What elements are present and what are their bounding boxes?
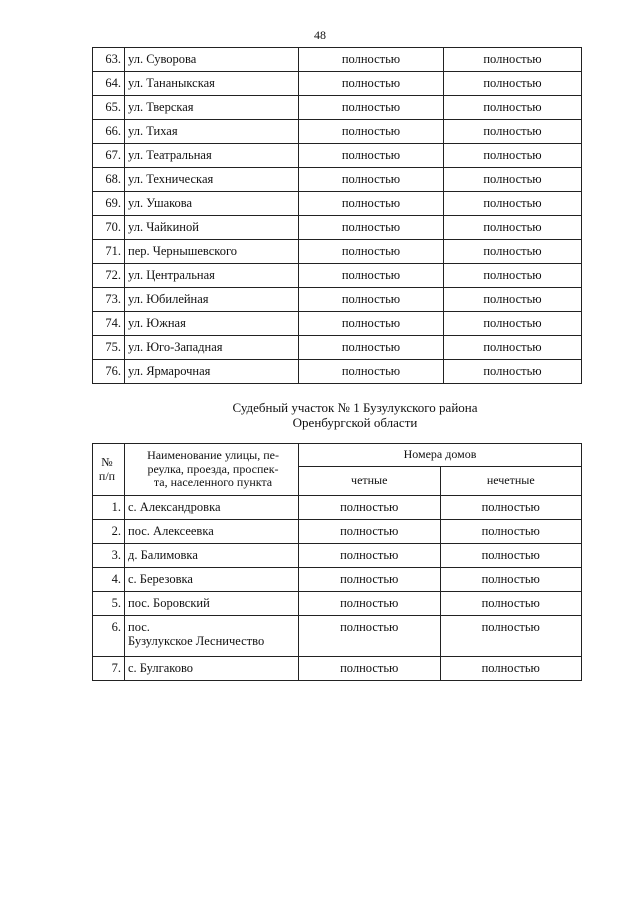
row-number: 68.: [93, 168, 125, 192]
section-title-line-1: Судебный участок № 1 Бузулукского района: [232, 400, 478, 415]
even-houses: полностью: [299, 336, 444, 360]
table-row: [93, 657, 582, 681]
even-houses: полностью: [299, 96, 444, 120]
table-row: [93, 264, 582, 288]
table-row: [93, 616, 582, 657]
odd-houses: полностью: [444, 240, 582, 264]
even-houses: полностью: [299, 144, 444, 168]
street-name: ул. Тихая: [125, 120, 299, 144]
even-houses: полностью: [299, 288, 444, 312]
table-row: [93, 568, 582, 592]
settlement-name: с. Березовка: [125, 568, 299, 592]
even-houses: полностью: [299, 520, 441, 544]
even-houses: полностью: [299, 568, 441, 592]
settlement-name-line-2: Бузулукское Лесничество: [128, 634, 265, 648]
row-number: 75.: [93, 336, 125, 360]
odd-houses: полностью: [444, 312, 582, 336]
street-name: ул. Центральная: [125, 264, 299, 288]
odd-houses: полностью: [440, 592, 582, 616]
row-number: 66.: [93, 120, 125, 144]
table-row: [93, 240, 582, 264]
street-name: ул. Тверская: [125, 96, 299, 120]
even-houses: полностью: [299, 168, 444, 192]
table-row: [93, 216, 582, 240]
row-number: 7.: [93, 657, 125, 681]
odd-houses: полностью: [444, 264, 582, 288]
table-row: [93, 144, 582, 168]
header-name-line-2: реулка, проезда, проспек-: [147, 461, 279, 476]
table-row: [93, 288, 582, 312]
settlement-name: пос. Алексеевка: [125, 520, 299, 544]
row-number: 6.: [93, 616, 125, 657]
row-number: 2.: [93, 520, 125, 544]
odd-houses: полностью: [444, 72, 582, 96]
odd-houses: полностью: [444, 144, 582, 168]
even-houses: полностью: [299, 616, 441, 657]
settlement-name-line-1: пос.: [128, 620, 150, 634]
settlements-table: [92, 443, 582, 681]
settlement-name: пос. Боровский: [125, 592, 299, 616]
odd-houses: полностью: [444, 168, 582, 192]
row-number: 74.: [93, 312, 125, 336]
odd-houses: полностью: [440, 496, 582, 520]
table-row: [93, 592, 582, 616]
even-houses: полностью: [299, 544, 441, 568]
even-houses: полностью: [299, 264, 444, 288]
odd-houses: полностью: [444, 48, 582, 72]
streets-table-continued: [92, 47, 582, 384]
settlement-name: с. Булгаково: [125, 657, 299, 681]
section-title-line-2: Оренбургской области: [292, 415, 418, 430]
odd-houses: полностью: [440, 616, 582, 657]
street-name: ул. Чайкиной: [125, 216, 299, 240]
odd-houses: полностью: [444, 336, 582, 360]
row-number: 5.: [93, 592, 125, 616]
street-name: пер. Чернышевского: [125, 240, 299, 264]
table-row: [93, 544, 582, 568]
even-houses: полностью: [299, 496, 441, 520]
odd-houses: полностью: [440, 568, 582, 592]
row-number: 76.: [93, 360, 125, 384]
table-row: [93, 168, 582, 192]
even-houses: полностью: [299, 48, 444, 72]
street-name: ул. Театральная: [125, 144, 299, 168]
even-houses: полностью: [299, 72, 444, 96]
street-name: ул. Юбилейная: [125, 288, 299, 312]
table-row: [93, 192, 582, 216]
table-row: [93, 120, 582, 144]
page-number: 48: [314, 28, 326, 42]
table-row: [93, 48, 582, 72]
row-number: 69.: [93, 192, 125, 216]
table-row: [93, 360, 582, 384]
even-houses: полностью: [299, 120, 444, 144]
street-name: ул. Ушакова: [125, 192, 299, 216]
table-header-row: [93, 444, 582, 467]
header-name: [125, 444, 299, 496]
row-number: 65.: [93, 96, 125, 120]
odd-houses: полностью: [444, 288, 582, 312]
even-houses: полностью: [299, 657, 441, 681]
row-number: 64.: [93, 72, 125, 96]
row-number: 72.: [93, 264, 125, 288]
odd-houses: полностью: [444, 120, 582, 144]
street-name: ул. Юго-Западная: [125, 336, 299, 360]
even-houses: полностью: [299, 192, 444, 216]
settlement-name: с. Александровка: [125, 496, 299, 520]
odd-houses: полностью: [444, 216, 582, 240]
header-odd: нечетные: [440, 467, 582, 496]
table-row: [93, 312, 582, 336]
street-name: ул. Техническая: [125, 168, 299, 192]
header-even: четные: [299, 467, 441, 496]
row-number: 63.: [93, 48, 125, 72]
even-houses: полностью: [299, 312, 444, 336]
section-title: [0, 400, 640, 430]
row-number: 73.: [93, 288, 125, 312]
odd-houses: полностью: [440, 657, 582, 681]
even-houses: полностью: [299, 592, 441, 616]
table-row: [93, 336, 582, 360]
street-name: ул. Тананыкская: [125, 72, 299, 96]
odd-houses: полностью: [444, 96, 582, 120]
row-number: 67.: [93, 144, 125, 168]
table-row: [93, 72, 582, 96]
header-name-line-1: Наименование улицы, пе-: [147, 448, 279, 463]
street-name: ул. Ярмарочная: [125, 360, 299, 384]
even-houses: полностью: [299, 216, 444, 240]
row-number: 3.: [93, 544, 125, 568]
odd-houses: полностью: [440, 544, 582, 568]
table-row: [93, 520, 582, 544]
odd-houses: полностью: [444, 192, 582, 216]
header-house-numbers: Номера домов: [299, 444, 582, 467]
even-houses: полностью: [299, 240, 444, 264]
row-number: 70.: [93, 216, 125, 240]
row-number: 1.: [93, 496, 125, 520]
table-row: [93, 496, 582, 520]
settlement-name: [125, 616, 299, 657]
odd-houses: полностью: [440, 520, 582, 544]
table-row: [93, 96, 582, 120]
header-number-line-2: п/п: [98, 468, 116, 483]
row-number: 71.: [93, 240, 125, 264]
odd-houses: полностью: [444, 360, 582, 384]
header-name-line-3: та, населенного пункта: [153, 475, 273, 490]
header-number-line-1: №: [101, 455, 113, 469]
street-name: ул. Южная: [125, 312, 299, 336]
row-number: 4.: [93, 568, 125, 592]
even-houses: полностью: [299, 360, 444, 384]
street-name: ул. Суворова: [125, 48, 299, 72]
settlement-name: д. Балимовка: [125, 544, 299, 568]
header-number: [93, 444, 125, 496]
